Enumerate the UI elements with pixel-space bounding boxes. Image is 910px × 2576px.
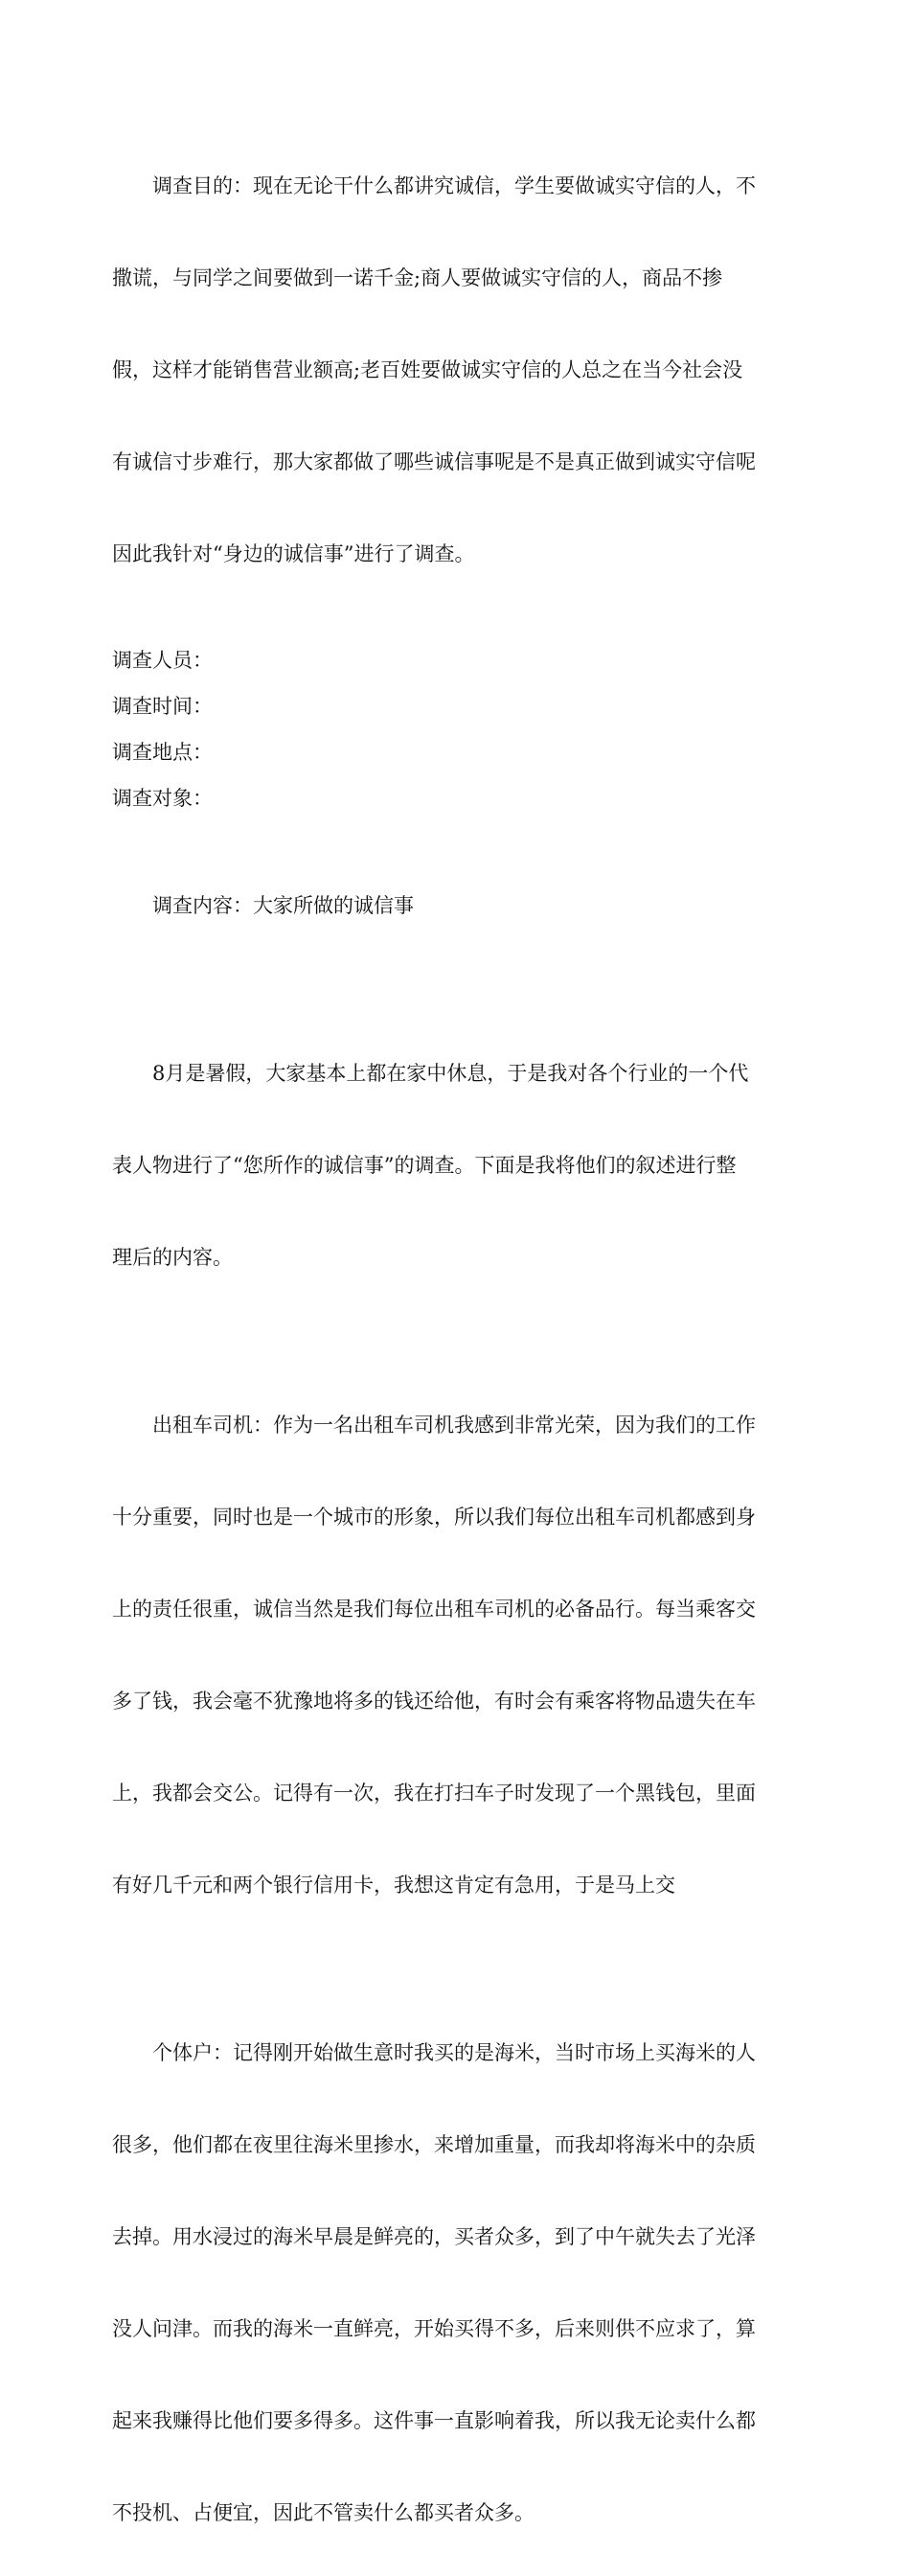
survey-staff-field: 调查人员：: [112, 649, 213, 672]
taxi-driver-paragraph: [112, 1348, 798, 1962]
text-line: 假，这样才能销售营业额高;老百姓要做诚实守信的人总之在当今社会没: [112, 358, 743, 381]
text-line: 因此我针对“身边的诚信事”进行了调查。: [112, 542, 475, 565]
survey-purpose-paragraph: [112, 109, 798, 631]
text-line: 起来我赚得比他们要多得多。这件事一直影响着我，所以我无论卖什么都: [112, 2409, 756, 2432]
text-line: 表人物进行了“您所作的诚信事”的调查。下面是我将他们的叙述进行整: [112, 1154, 737, 1177]
survey-target-field: 调查对象：: [112, 787, 213, 810]
text-line: 调查目的：现在无论干什么都讲究诚信，学生要做诚实守信的人，不: [112, 174, 756, 197]
text-line: 调查内容：大家所做的诚信事: [112, 894, 414, 917]
text-line: 去掉。用水浸过的海米早晨是鲜亮的，买者众多，到了中午就失去了光泽: [112, 2225, 756, 2248]
intro-paragraph: [112, 997, 798, 1334]
text-line: 很多，他们都在夜里往海米里掺水，来增加重量，而我却将海米中的杂质: [112, 2133, 756, 2156]
survey-place-field: 调查地点：: [112, 741, 213, 764]
text-line: 上的责任很重，诚信当然是我们每位出租车司机的必备品行。每当乘客交: [112, 1598, 756, 1621]
text-line: 出租车司机：作为一名出租车司机我感到非常光荣，因为我们的工作: [112, 1414, 756, 1437]
text-line: 上，我都会交公。记得有一次，我在打扫车子时发现了一个黑钱包，里面: [112, 1782, 756, 1805]
text-line: 不投机、占便宜，因此不管卖什么都买者众多。: [112, 2501, 535, 2524]
text-line: 撒谎，与同学之间要做到一诺千金;商人要做诚实守信的人，商品不掺: [112, 266, 723, 289]
text-line: 十分重要，同时也是一个城市的形象，所以我们每位出租车司机都感到身: [112, 1506, 756, 1529]
vendor-paragraph: [112, 1976, 798, 2576]
text-line: 没人问津。而我的海米一直鲜亮，开始买得不多，后来则供不应求了，算: [112, 2317, 756, 2340]
text-line: 理后的内容。: [112, 1246, 233, 1269]
survey-time-field: 调查时间：: [112, 695, 213, 718]
survey-content-heading: [112, 829, 798, 982]
text-line: 8月是暑假，大家基本上都在家中休息，于是我对各个行业的一个代: [112, 1062, 749, 1085]
text-line: 有好几千元和两个银行信用卡，我想这肯定有急用，于是马上交: [112, 1874, 675, 1897]
text-line: 有诚信寸步难行，那大家都做了哪些诚信事呢是不是真正做到诚实守信呢: [112, 450, 756, 473]
text-line: 多了钱，我会毫不犹豫地将多的钱还给他，有时会有乘客将物品遗失在车: [112, 1690, 756, 1713]
document-page: [112, 109, 798, 2576]
text-line: 个体户：记得刚开始做生意时我买的是海米，当时市场上买海米的人: [112, 2041, 756, 2064]
